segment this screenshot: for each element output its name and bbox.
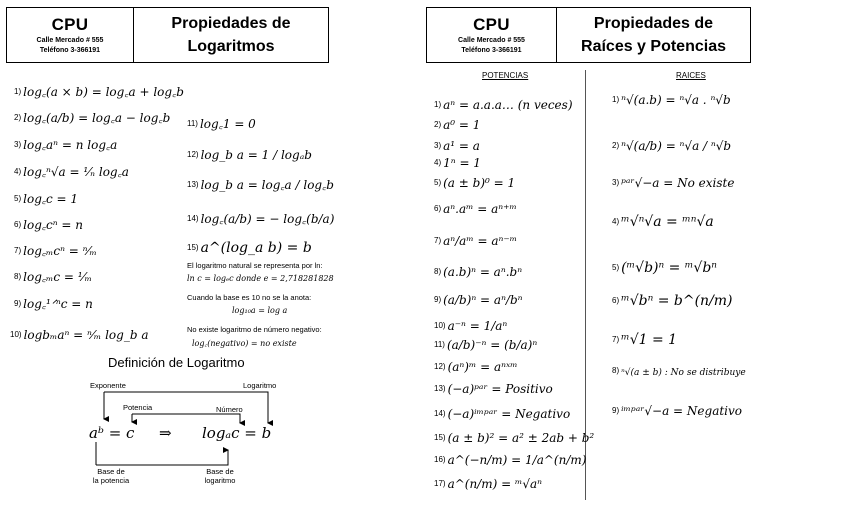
potencia-10: 10) a⁻ⁿ = 1/aⁿ — [434, 319, 508, 333]
raices-title: RAICES — [676, 71, 706, 80]
potencia-8: 8) (a.b)ⁿ = aⁿ.bⁿ — [434, 265, 523, 279]
definition-left-equation: aᵇ = c — [89, 424, 135, 442]
brand-address: Calle Mercado # 555 — [458, 36, 525, 44]
sheet-title-line2: Logaritmos — [187, 38, 275, 55]
log-property-3: 3) log꜀aⁿ = n log꜀a — [14, 138, 118, 152]
raiz-8: 8) ⁿ√(a ± b) : No se distribuye — [612, 366, 746, 378]
base10-title: Cuando la base es 10 no se la anota: — [187, 293, 312, 302]
potencia-17: 17) a^(n/m) = ᵐ√aⁿ — [434, 477, 542, 491]
potencia-12: 12) (aⁿ)ᵐ = aⁿˣᵐ — [434, 360, 518, 374]
log-property-5: 5) log꜀c = 1 — [14, 192, 79, 206]
label-logaritmo: Logaritmo — [243, 381, 277, 390]
log-property-11: 11) log꜀1 = 0 — [187, 117, 256, 131]
potencias-title: POTENCIAS — [482, 71, 529, 80]
label-potencia: Potencia — [123, 403, 153, 412]
raiz-7: 7) ᵐ√1 = 1 — [612, 332, 678, 348]
log-property-8: 8) log꜀ₘc = ¹⁄ₘ — [14, 270, 92, 284]
potencia-13: 13) (−a)ᵖᵃʳ = Positivo — [434, 382, 553, 396]
potencia-4: 4) 1ⁿ = 1 — [434, 156, 481, 170]
raiz-6: 6) ᵐ√bⁿ = b^(n/m) — [612, 293, 733, 309]
potencia-7: 7) aⁿ/aᵐ = aⁿ⁻ᵐ — [434, 234, 518, 248]
log-property-9: 9) log꜀¹ᐟⁿc = n — [14, 297, 93, 311]
log-property-10: 10) logbₘaⁿ = ⁿ⁄ₘ log_b a — [10, 328, 149, 342]
log-property-15: 15) a^(log_a b) = b — [187, 240, 312, 256]
potencia-5: 5) (a ± b)⁰ = 1 — [434, 176, 516, 190]
raiz-1: 1) ⁿ√(a.b) = ⁿ√a . ⁿ√b — [612, 93, 731, 107]
potencia-14: 14) (−a)ⁱᵐᵖᵃʳ = Negativo — [434, 407, 571, 421]
sheet-title-line1: Propiedades de — [593, 15, 714, 32]
potencia-3: 3) a¹ = a — [434, 139, 480, 153]
log-property-1: 1) log꜀(a × b) = log꜀a + log꜀b — [14, 85, 184, 99]
potencia-16: 16) a^(−n/m) = 1/a^(n/m) — [434, 453, 587, 467]
potencia-9: 9) (a/b)ⁿ = aⁿ/bⁿ — [434, 293, 523, 307]
log-property-13: 13) log_b a = log꜀a / log꜀b — [187, 178, 334, 192]
brand-phone: Teléfono 3-366191 — [39, 46, 101, 54]
log-property-4: 4) log꜀ⁿ√a = ¹⁄ₙ log꜀a — [14, 165, 129, 179]
sheet-title-line2: Raíces y Potencias — [581, 38, 726, 55]
brand-address: Calle Mercado # 555 — [36, 36, 104, 44]
potencia-15: 15) (a ± b)² = a² ± 2ab + b² — [434, 431, 595, 445]
raiz-5: 5) (ᵐ√b)ⁿ = ᵐ√bⁿ — [612, 260, 717, 276]
log-property-14: 14) log꜀(a/b) = − log꜀(b/a) — [187, 212, 335, 226]
potencia-1: 1) aⁿ = a.a.a… (n veces) — [434, 98, 573, 112]
label-base-logaritmo: Base de logaritmo — [204, 467, 236, 485]
sheet-title-line1: Propiedades de — [171, 15, 291, 32]
log-property-6: 6) log꜀cⁿ = n — [14, 218, 84, 232]
raiz-3: 3) ᵖᵃʳ√−a = No existe — [612, 176, 735, 190]
potencia-11: 11) (a/b)⁻ⁿ = (b/a)ⁿ — [434, 338, 538, 352]
potencia-2: 2) a⁰ = 1 — [434, 118, 481, 132]
negative-log-formula: log꜀(negativo) = no existe — [192, 339, 297, 348]
label-numero: Número — [216, 405, 243, 414]
raiz-4: 4) ᵐ√ⁿ√a = ᵐⁿ√a — [612, 214, 714, 230]
label-base-potencia: Base de la potencia — [92, 467, 130, 485]
base10-formula: log₁₀a = log a — [232, 306, 288, 315]
brand-name: CPU — [473, 14, 510, 34]
raiz-2: 2) ⁿ√(a/b) = ⁿ√a / ⁿ√b — [612, 139, 732, 153]
log-property-2: 2) log꜀(a/b) = log꜀a − log꜀b — [14, 111, 171, 125]
raiz-9: 9) ⁱᵐᵖᵃʳ√−a = Negativo — [612, 404, 743, 418]
implies-arrow: ⇒ — [159, 424, 172, 442]
brand-name: CPU — [51, 14, 89, 34]
natural-log-formula: ln c = logₑc donde e = 2,718281828 — [187, 274, 334, 283]
brand-phone: Teléfono 3-366191 — [461, 46, 522, 54]
natural-log-title: El logaritmo natural se representa por ln: — [187, 261, 323, 270]
potencia-6: 6) aⁿ.aᵐ = aⁿ⁺ᵐ — [434, 202, 517, 216]
definition-right-equation: logₐc = b — [202, 424, 272, 442]
definition-title: Definición de Logaritmo — [108, 355, 245, 370]
log-property-7: 7) log꜀ₘcⁿ = ⁿ⁄ₘ — [14, 244, 97, 258]
negative-log-title: No existe logaritmo de número negativo: — [187, 325, 322, 334]
log-property-12: 12) log_b a = 1 / logₐb — [187, 148, 312, 162]
label-exponente: Exponente — [90, 381, 126, 390]
